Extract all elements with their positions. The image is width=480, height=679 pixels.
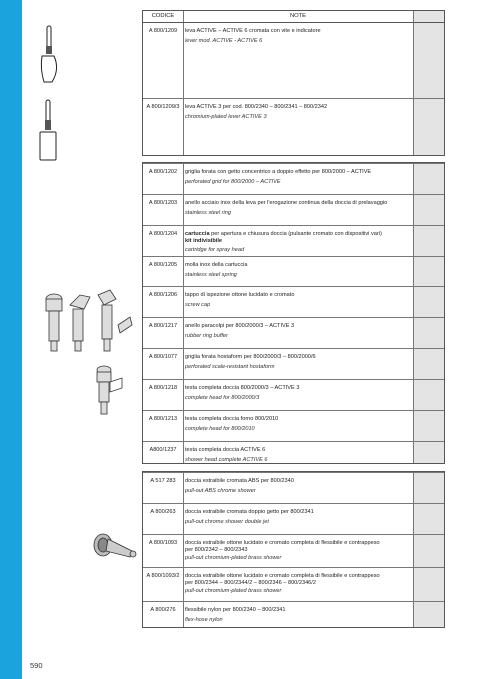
lever-active-3-illustration (34, 98, 64, 166)
part-note: doccia estraibile ottone lucidato e cromato completa di flessibile e contrappeso per 800/2344 – 800/2344/2 – 800/2346 – 800/2346/2 pull-out chromium-plated brass shower (185, 573, 380, 595)
part-note: flessibile nylon per 800/2340 – 800/2341 flex-hose nylon (185, 607, 286, 624)
part-code: A 800/1202 (148, 169, 178, 175)
part-code: A 800/1203 (148, 200, 178, 206)
parts-table-heads (142, 162, 445, 464)
table-row (143, 472, 444, 503)
table-row (143, 534, 444, 567)
table-row (143, 163, 444, 194)
table-row (143, 286, 444, 317)
part-code: A 800/1209/3 (146, 104, 180, 110)
table-row (143, 225, 444, 256)
part-code: A 800/1209 (148, 28, 178, 34)
part-note: doccia estraibile cromata ABS per 800/2340 pull-out ABS chrome shower (185, 478, 294, 495)
parts-table-levers (142, 10, 445, 156)
table-row (143, 567, 444, 601)
part-note: molla inox della cartuccia stainless steel spring (185, 262, 248, 279)
table-row (143, 441, 444, 472)
table-row (143, 23, 444, 98)
part-note: doccia estraibile ottone lucidato e cromato completa di flessibile e contrappeso per 800/2342 – 800/2343 pull-out chromium-plated brass shower (185, 540, 380, 562)
table-row (143, 601, 444, 632)
part-code: A 800/1213 (148, 416, 178, 422)
part-note: leva ACTIVE – ACTIVE 6 cromata con vite e indicatore lever mod. ACTIVE - ACTIVE 6 (185, 28, 321, 45)
part-note: testa completa doccia forno 800/2010 complete head for 800/2010 (185, 416, 279, 433)
part-note: griglia forata con getto concentrico a doppio effetto per 800/2000 – ACTIVE perforated grid for 800/2000 – ACTIVE (185, 169, 372, 186)
spray-heads-illustration (40, 285, 135, 355)
part-code: A 800/1077 (148, 354, 178, 360)
table-row (143, 256, 444, 286)
part-code: A 517 283 (150, 478, 176, 484)
table-row (143, 379, 444, 410)
header-note: NOTE (289, 13, 307, 19)
part-code: A 800/1206 (148, 292, 178, 298)
table-row (143, 194, 444, 225)
blue-side-band (0, 0, 22, 679)
part-note: leva ACTIVE 3 per cod. 800/2340 – 800/2341 – 800/2342 chromium-plated lever ACTIVE 3 (185, 104, 328, 121)
part-note: testa completa doccia ACTIVE 6 shower head complete ACTIVE 6 (185, 447, 268, 464)
part-code: A 800/1218 (148, 385, 178, 391)
header-code: CODICE (151, 13, 175, 19)
part-code: A800/1237 (149, 447, 177, 453)
table-row (143, 410, 444, 441)
table-row (143, 348, 444, 379)
part-note: tappo di ispezione ottone lucidato e cromato screw cap (185, 292, 295, 309)
part-note: anello acciaio inox della leva per l'erogazione continua della doccia di prelavaggio stainless steel ring (185, 200, 388, 217)
pull-out-shower-illustration (92, 531, 137, 566)
table-row (143, 317, 444, 348)
table-row (143, 98, 444, 157)
part-note: cartuccia per apertura e chiusura doccia (pulsante cromato con dispositivi vari) kit indivisibile cartridge for spray head (185, 231, 382, 254)
part-code: A 800/1205 (148, 262, 178, 268)
part-code: A 800/1204 (148, 231, 178, 237)
part-code: A 800/263 (150, 509, 176, 515)
part-note: doccia estraibile cromata doppio getto per 800/2341 pull-out chrome shower double jet (185, 509, 314, 526)
part-code: A 800/1093 (148, 540, 178, 546)
part-code: A 800/276 (150, 607, 176, 613)
table-row (143, 503, 444, 534)
part-note: anello paracolpi per 800/2000/3 – ACTIVE 3 rubber ring buffer (185, 323, 295, 340)
lever-active-illustration (30, 24, 70, 89)
part-note: testa completa doccia 800/2000/3 – ACTIVE 3 complete head for 800/2000/3 (185, 385, 300, 402)
spray-head-detail-illustration (90, 364, 126, 416)
part-note: griglia forata hostaform per 800/2000/3 – 800/2000/6 perforated scale-resistant hostaform (185, 354, 316, 371)
part-code: A 800/1093/2 (146, 573, 180, 579)
parts-table-showers (142, 471, 445, 628)
page-number: 590 (30, 661, 43, 670)
table-header (143, 11, 444, 23)
part-code: A 800/1217 (148, 323, 178, 329)
